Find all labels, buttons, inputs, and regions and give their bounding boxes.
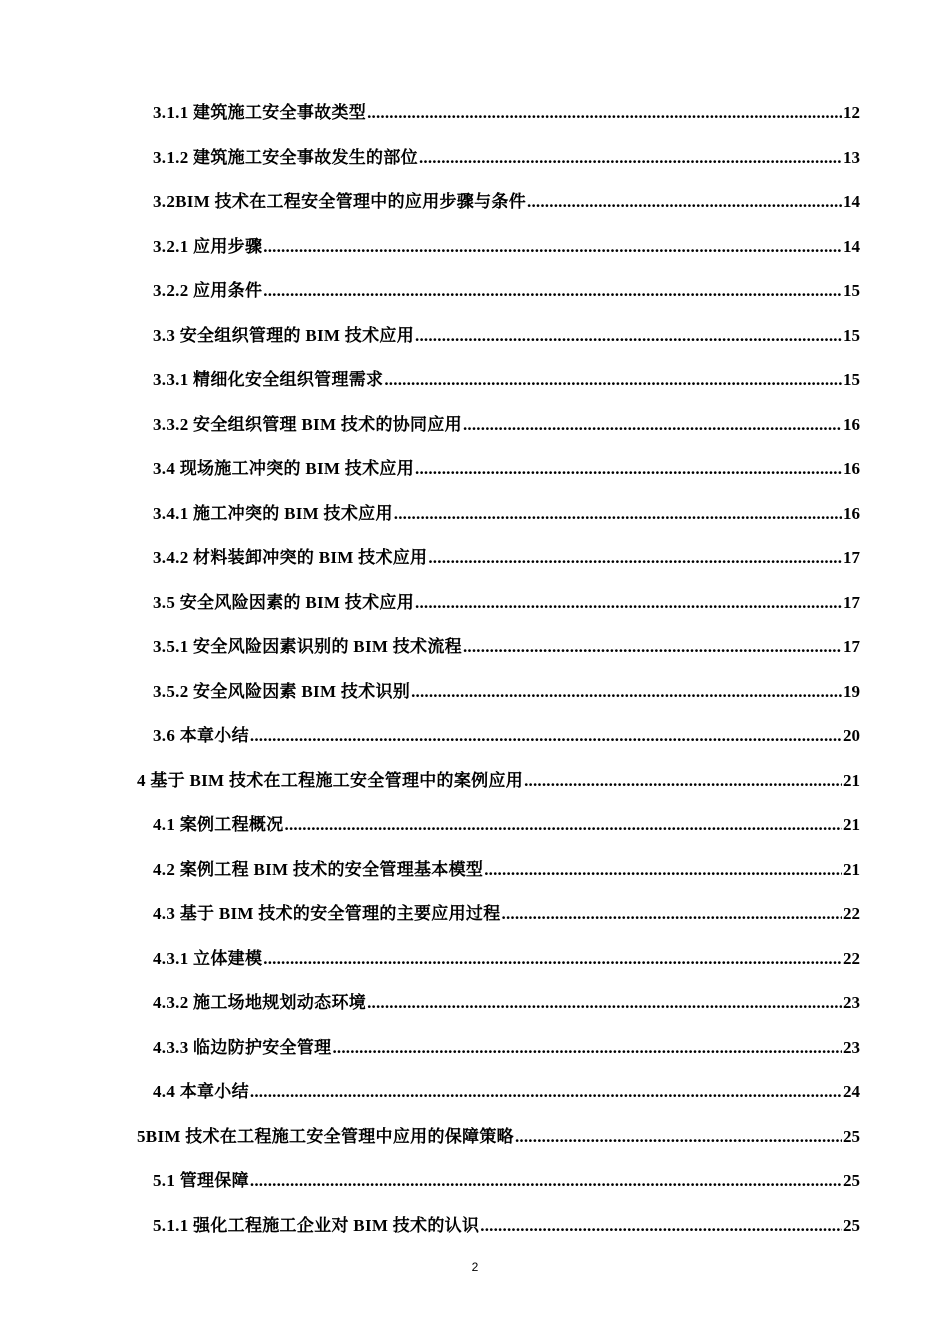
toc-entry-title: 3.4.2 材料装卸冲突的 BIM 技术应用: [153, 548, 428, 567]
toc-entry-page: 14: [843, 236, 860, 256]
toc-entry[interactable]: [137, 1122, 860, 1152]
toc-entry-title: 4.1 案例工程概况: [153, 815, 284, 834]
toc-leader-dots: [428, 543, 842, 573]
toc-entry[interactable]: [153, 632, 860, 662]
toc-leader-dots: [394, 499, 842, 529]
toc-leader-dots: [411, 677, 842, 707]
toc-entry-page: 23: [843, 1037, 860, 1057]
toc-entry[interactable]: [153, 988, 860, 1018]
toc-entry[interactable]: [153, 543, 860, 573]
toc-entry-page: 25: [843, 1215, 860, 1235]
toc-entry-page: 25: [843, 1126, 860, 1146]
toc-entry[interactable]: [153, 1033, 860, 1063]
toc-entry[interactable]: [153, 321, 860, 351]
toc-entry-title: 3.3.2 安全组织管理 BIM 技术的协同应用: [153, 414, 462, 434]
toc-entry-page: 13: [843, 147, 860, 167]
toc-entry-title: 3.3 安全组织管理的 BIM 技术应用: [153, 325, 414, 345]
toc-entry-page: 12: [843, 103, 860, 122]
toc-leader-dots: [250, 1166, 842, 1196]
toc-leader-dots: [332, 1033, 842, 1063]
toc-entry-title: 5BIM 技术在工程施工安全管理中应用的保障策略: [137, 1126, 514, 1146]
toc-leader-dots: [463, 410, 842, 440]
toc-entry[interactable]: [153, 721, 860, 751]
toc-entry-page: 17: [843, 637, 860, 656]
toc-entry-title: 5.1 管理保障: [153, 1171, 249, 1190]
toc-entry-title: 4.3.1 立体建模: [153, 948, 263, 968]
toc-entry-title: 3.2.1 应用步骤: [153, 236, 263, 256]
toc-entry-page: 16: [843, 414, 860, 434]
toc-leader-dots: [415, 321, 842, 351]
toc-entry[interactable]: [153, 1077, 860, 1107]
toc-entry[interactable]: [153, 588, 860, 618]
toc-entry[interactable]: [153, 454, 860, 484]
toc-leader-dots: [263, 276, 842, 306]
toc-entry[interactable]: [153, 1166, 860, 1196]
toc-leader-dots: [250, 1077, 842, 1107]
toc-entry[interactable]: [153, 499, 860, 529]
toc-entry-page: 17: [843, 548, 860, 567]
toc-entry-title: 3.3.1 精细化安全组织管理需求: [153, 370, 384, 389]
toc-leader-dots: [419, 143, 842, 173]
toc-entry[interactable]: [153, 944, 860, 974]
toc-entry-page: 20: [843, 726, 860, 745]
toc-leader-dots: [367, 988, 842, 1018]
toc-entry-page: 23: [843, 993, 860, 1012]
toc-entry-title: 3.4.1 施工冲突的 BIM 技术应用: [153, 503, 393, 523]
toc-entry-title: 3.5.1 安全风险因素识别的 BIM 技术流程: [153, 637, 462, 656]
toc-entry[interactable]: [153, 365, 860, 395]
toc-entry-page: 15: [843, 281, 860, 300]
toc-entry-page: 25: [843, 1171, 860, 1190]
toc-entry[interactable]: [153, 187, 860, 217]
toc-leader-dots: [285, 810, 843, 840]
toc-entry-page: 22: [843, 948, 860, 968]
toc-entry-page: 16: [843, 459, 860, 478]
toc-leader-dots: [384, 365, 842, 395]
toc-entry-title: 4.4 本章小结: [153, 1082, 249, 1101]
toc-leader-dots: [415, 588, 842, 618]
toc-entry-page: 22: [843, 904, 860, 923]
toc-leader-dots: [524, 766, 842, 796]
toc-entry[interactable]: [153, 1211, 860, 1241]
toc-entry-title: 3.2BIM 技术在工程安全管理中的应用步骤与条件: [153, 192, 526, 211]
toc-leader-dots: [463, 632, 842, 662]
toc-entry-title: 3.2.2 应用条件: [153, 281, 263, 300]
toc-entry-title: 3.1.2 建筑施工安全事故发生的部位: [153, 147, 418, 167]
toc-entry-title: 4.3 基于 BIM 技术的安全管理的主要应用过程: [153, 904, 501, 923]
toc-entry-page: 19: [843, 681, 860, 701]
toc-entry[interactable]: [153, 677, 860, 707]
toc-entry[interactable]: [153, 899, 860, 929]
toc-entry-title: 4.3.3 临边防护安全管理: [153, 1037, 332, 1057]
toc-entry-title: 5.1.1 强化工程施工企业对 BIM 技术的认识: [153, 1215, 480, 1235]
toc-leader-dots: [502, 899, 843, 929]
toc-entry-page: 15: [843, 370, 860, 389]
toc-entry-title: 3.5.2 安全风险因素 BIM 技术识别: [153, 681, 411, 701]
toc-entry-page: 21: [843, 770, 860, 790]
toc-entry-title: 4.3.2 施工场地规划动态环境: [153, 993, 367, 1012]
toc-leader-dots: [263, 232, 842, 262]
toc-entry-title: 4.2 案例工程 BIM 技术的安全管理基本模型: [153, 859, 484, 879]
toc-leader-dots: [527, 187, 842, 217]
toc-entry-page: 21: [843, 815, 860, 834]
toc-entry-page: 21: [843, 859, 860, 879]
toc-leader-dots: [484, 855, 842, 885]
toc-entry[interactable]: [153, 98, 860, 128]
toc-leader-dots: [367, 98, 842, 128]
toc-leader-dots: [250, 721, 842, 751]
toc-entry[interactable]: [153, 410, 860, 440]
toc-entry[interactable]: [153, 232, 860, 262]
page-number: 2: [471, 1260, 479, 1274]
toc-entry-title: 3.1.1 建筑施工安全事故类型: [153, 103, 367, 122]
toc-entry[interactable]: [153, 276, 860, 306]
toc-entry-page: 14: [843, 192, 860, 211]
toc-entry-title: 3.6 本章小结: [153, 726, 249, 745]
toc-entry[interactable]: [153, 810, 860, 840]
toc-leader-dots: [263, 944, 842, 974]
toc-entry-page: 17: [843, 592, 860, 612]
toc-entry-page: 15: [843, 325, 860, 345]
toc-entry-title: 3.4 现场施工冲突的 BIM 技术应用: [153, 459, 414, 478]
toc-entry[interactable]: [153, 143, 860, 173]
toc-entry[interactable]: [137, 766, 860, 796]
toc-leader-dots: [515, 1122, 842, 1152]
toc-leader-dots: [480, 1211, 842, 1241]
toc-entry-title: 3.5 安全风险因素的 BIM 技术应用: [153, 592, 414, 612]
toc-entry-title: 4 基于 BIM 技术在工程施工安全管理中的案例应用: [137, 770, 524, 790]
toc-entry-page: 24: [843, 1082, 860, 1101]
toc-entry-page: 16: [843, 503, 860, 523]
toc-leader-dots: [415, 454, 842, 484]
toc-entry[interactable]: [153, 855, 860, 885]
